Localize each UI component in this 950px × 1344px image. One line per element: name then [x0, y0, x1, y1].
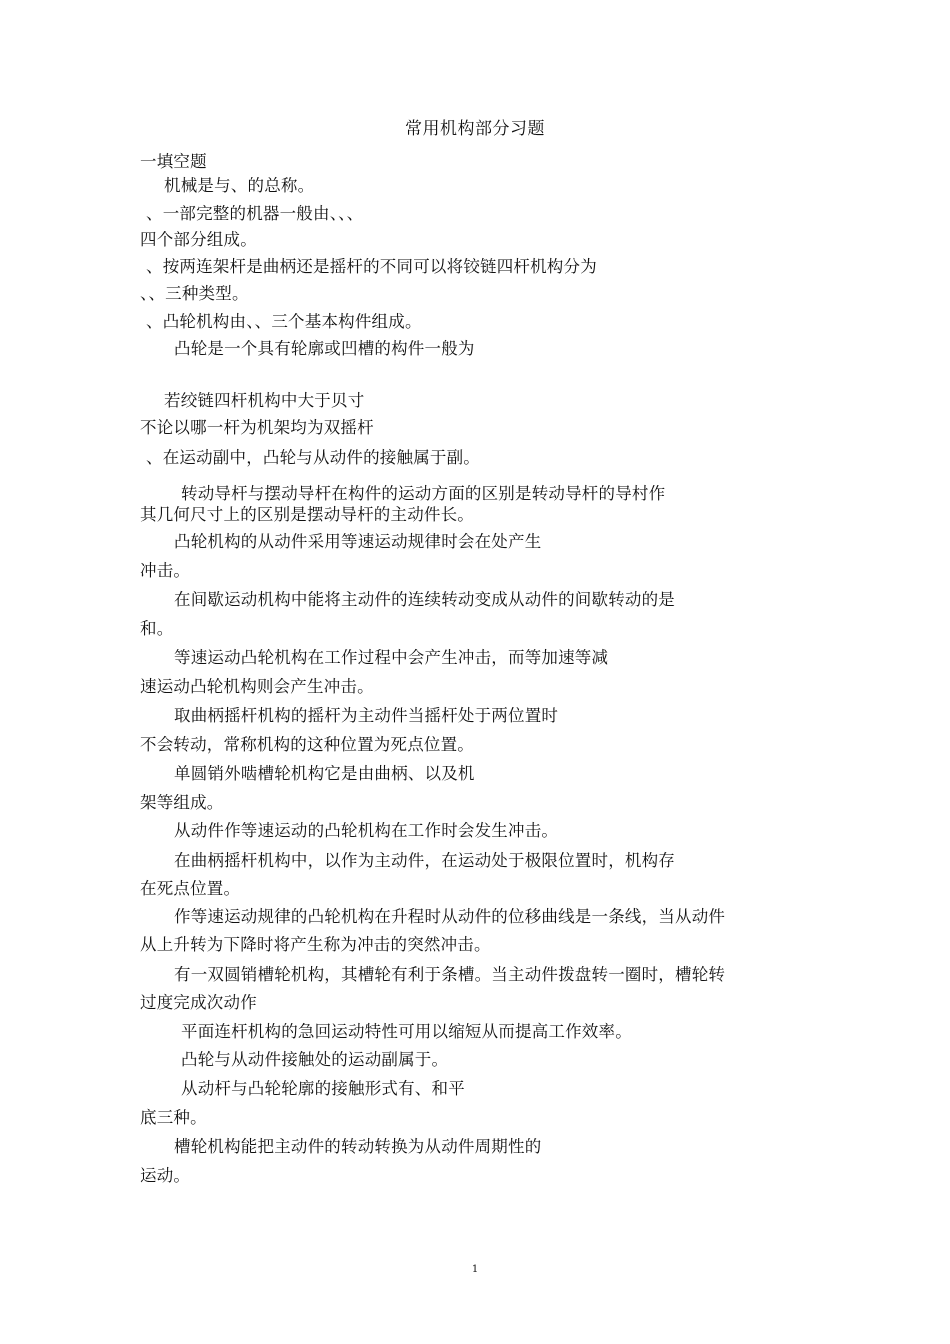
- question-line: 转动导杆与摆动导杆在构件的运动方面的区别是转动导杆的导村作: [181, 484, 666, 503]
- question-line: 运动。: [140, 1166, 191, 1185]
- question-line: 取曲柄摇杆机构的摇杆为主动件当摇杆处于两位置时: [174, 706, 559, 725]
- question-line: 冲击。: [140, 561, 191, 580]
- question-line: 架等组成。: [140, 793, 224, 812]
- question-line: 机械是与、的总称。: [164, 176, 315, 195]
- question-line: 在间歇运动机构中能将主动件的连续转动变成从动件的间歇转动的是: [174, 590, 675, 609]
- question-line: 单圆销外啮槽轮机构它是由曲柄、以及机: [174, 764, 475, 783]
- question-line: 从上升转为下降时将产生称为冲击的突然冲击。: [140, 935, 491, 954]
- question-line: 不会转动，常称机构的这种位置为死点位置。: [140, 735, 474, 754]
- question-line: 底三种。: [140, 1108, 207, 1127]
- question-line: 凸轮与从动件接触处的运动副属于。: [181, 1050, 449, 1069]
- question-line: 平面连杆机构的急回运动特性可用以缩短从而提高工作效率。: [181, 1022, 632, 1041]
- question-line: 四个部分组成。: [140, 230, 257, 249]
- question-line: 、在运动副中，凸轮与从动件的接触属于副。: [146, 448, 480, 467]
- question-line: 、按两连架杆是曲柄还是摇杆的不同可以将铰链四杆机构分为: [146, 257, 597, 276]
- question-line: 速运动凸轮机构则会产生冲击。: [140, 677, 374, 696]
- question-line: 若绞链四杆机构中大于贝寸: [164, 391, 365, 410]
- question-line: 有一双圆销槽轮机构，其槽轮有利于条槽。当主动件拨盘转一圈时，槽轮转: [174, 965, 726, 984]
- question-line: 在曲柄摇杆机构中，以作为主动件，在运动处于极限位置时，机构存: [174, 851, 675, 870]
- question-line: 其几何尺寸上的区别是摆动导杆的主动件长。: [140, 505, 474, 524]
- question-line: 过度完成次动作: [140, 993, 257, 1012]
- question-line: 从动件作等速运动的凸轮机构在工作时会发生冲击。: [174, 821, 559, 840]
- question-line: 不论以哪一杆为机架均为双摇杆: [140, 418, 374, 437]
- page-number: 1: [471, 1264, 479, 1275]
- section-heading: 一填空题: [140, 152, 207, 171]
- question-line: 、、三种类型。: [140, 284, 249, 303]
- question-line: 和。: [140, 619, 174, 638]
- question-line: 凸轮机构的从动件采用等速运动规律时会在处产生: [174, 532, 542, 551]
- question-line: 槽轮机构能把主动件的转动转换为从动件周期性的: [174, 1137, 542, 1156]
- question-line: 、一部完整的机器一般由、、、: [146, 204, 364, 223]
- question-line: 在死点位置。: [140, 879, 241, 898]
- question-line: 从动杆与凸轮轮廓的接触形式有、和平: [181, 1079, 465, 1098]
- question-line: 凸轮是一个具有轮廓或凹槽的构件一般为: [174, 339, 475, 358]
- question-line: 作等速运动规律的凸轮机构在升程时从动件的位移曲线是一条线，当从动件: [174, 907, 726, 926]
- question-line: 等速运动凸轮机构在工作过程中会产生冲击，而等加速等减: [174, 648, 609, 667]
- page-title: 常用机构部分习题: [405, 119, 545, 139]
- question-line: 、凸轮机构由、、三个基本构件组成。: [146, 312, 422, 331]
